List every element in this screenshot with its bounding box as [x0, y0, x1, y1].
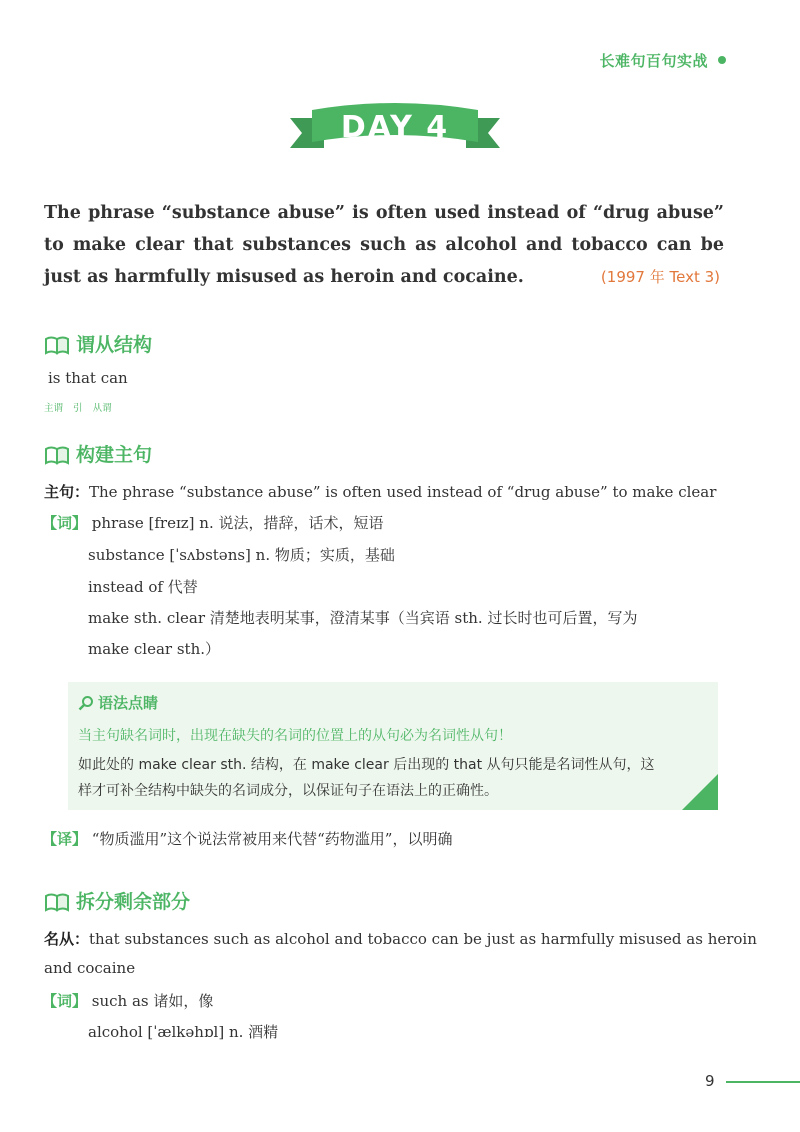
book-icon: [44, 890, 70, 912]
structure-labels: [44, 400, 119, 414]
noun-clause-continuation: and cocaine: [44, 959, 136, 977]
vocab-item: substance [ˈsʌbstəns] n. 物质；实质，基础: [88, 546, 395, 564]
section-title-text: 构建主句: [76, 444, 153, 466]
vocab-item: make sth. clear 清楚地表明某事，澄清某事（当宾语 sth. 过长时也可后置，写为: [88, 609, 638, 627]
section-title-structure: [44, 330, 152, 357]
grammar-tip-box: [68, 682, 718, 810]
tip-title: [78, 692, 158, 713]
vocab-item: phrase [freɪz] n. 说法，措辞，话术，短语: [91, 514, 384, 532]
vocab-item: alcohol [ˈælkəhɒl] n. 酒精: [88, 1023, 279, 1041]
tip-line: 样才可补全结构中缺失的名词成分，以保证句子在语法上的正确性。: [78, 783, 498, 799]
book-icon: [44, 443, 70, 465]
section-title-text: 拆分剩余部分: [76, 891, 191, 913]
translation-tag: 【译】: [42, 830, 88, 848]
structure-line: is that can: [48, 369, 128, 387]
vocab-tag: 【词】: [42, 992, 88, 1010]
noun-clause-line: [44, 928, 757, 949]
vocab-line: [42, 990, 213, 1011]
main-clause-label: 主句：: [44, 483, 90, 501]
example-sentence: The phrase “substance abuse” is often used instead of “drug abuse” to make clear that substances such as alcohol and tobacco can be just as harmfully misused as heroin and cocaine.: [44, 203, 724, 287]
main-clause-line: [44, 481, 716, 502]
structure-label: 从谓: [92, 403, 112, 414]
header-dot: [718, 56, 726, 64]
tip-title-text: 语法点睛: [98, 694, 159, 712]
section-title-remainder: [44, 887, 190, 914]
structure-label: 引: [73, 403, 83, 414]
tip-key-rule: 当主句缺名词时，出现在缺失的名词的位置上的从句必为名词性从句！: [78, 728, 512, 744]
page-number-rule: [726, 1081, 800, 1083]
section-title-text: 谓从结构: [76, 334, 153, 356]
vocab-item: instead of 代替: [88, 578, 198, 596]
noun-clause-text: that substances such as alcohol and tobacco can be just as harmfully misused as heroin: [89, 930, 757, 948]
section-title-main-clause: [44, 440, 152, 467]
sentence-source: (1997 年 Text 3): [600, 268, 720, 286]
running-header: 长难句百句实战: [599, 52, 708, 70]
main-clause-text: The phrase “substance abuse” is often used instead of “drug abuse” to make clear: [89, 483, 717, 501]
vocab-line: [42, 512, 384, 533]
tip-line: 如此处的 make clear sth. 结构，在 make clear 后出现的 that 从句只能是名词性从句，这: [78, 757, 655, 773]
book-icon: [44, 333, 70, 355]
page-number: 9: [705, 1072, 715, 1090]
vocab-tag: 【词】: [42, 514, 88, 532]
vocab-item: make clear sth.）: [88, 640, 221, 658]
tip-explanation: [78, 752, 698, 804]
noun-clause-label: 名从：: [44, 930, 90, 948]
structure-label: 主谓: [44, 403, 64, 414]
day-banner: [290, 98, 500, 160]
magnifier-icon: [78, 695, 94, 711]
vocab-item: such as 诸如，像: [91, 992, 214, 1010]
translation-text: “物质滥用”这个说法常被用来代替“药物滥用”，以明确: [91, 830, 453, 848]
day-label: DAY 4: [340, 110, 450, 145]
tip-corner-decoration: [682, 774, 718, 810]
translation-line: [42, 828, 452, 849]
